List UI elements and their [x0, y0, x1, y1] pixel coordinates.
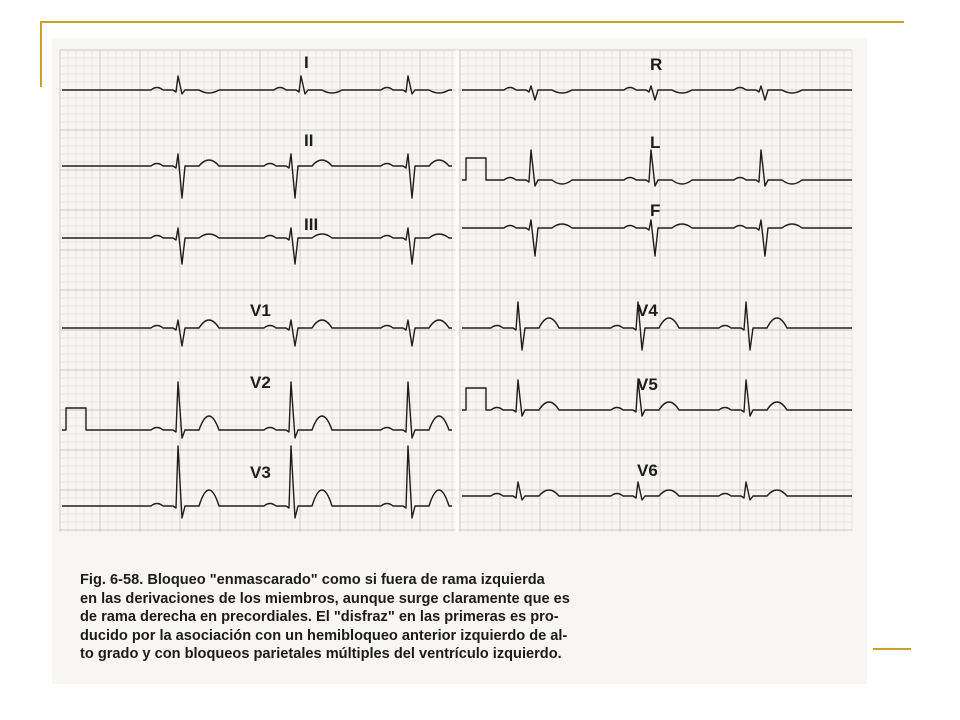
lead-label-f: F: [650, 201, 661, 220]
ecg-trace-iii: [62, 228, 452, 264]
figure-caption: [80, 571, 860, 664]
ecg-trace-l: [462, 150, 852, 186]
ecg-trace-v6: [462, 482, 852, 500]
ecg-trace-i: [62, 76, 452, 94]
lead-label-v1: V1: [250, 301, 271, 320]
caption-fig-label: Fig. 6-58.: [80, 572, 144, 588]
lead-label-ii: II: [304, 131, 314, 150]
lead-label-r: R: [650, 55, 663, 74]
lead-label-v4: V4: [637, 301, 658, 320]
bottom-accent-line: [873, 648, 911, 650]
ecg-trace-ii: [62, 154, 452, 198]
lead-label-v2: V2: [250, 373, 271, 392]
top-accent-line: [40, 21, 904, 23]
caption-line-3: de rama derecha en precordiales. El "disfraz" en las primeras es pro-: [80, 609, 559, 626]
caption-line-2: en las derivaciones de los miembros, aunque surge claramente que es: [80, 590, 570, 607]
ecg-trace-v1: [62, 320, 452, 346]
lead-label-iii: III: [304, 215, 319, 234]
lead-label-v3: V3: [250, 463, 271, 482]
ecg-trace-f: [462, 220, 852, 256]
lead-label-i: I: [304, 53, 309, 72]
caption-line-4: ducido por la asociación con un hemibloqueo anterior izquierdo de al-: [80, 627, 568, 644]
left-accent-line: [40, 21, 42, 87]
ecg-tracing: [52, 38, 867, 538]
lead-label-v5: V5: [637, 375, 658, 394]
ecg-figure: [52, 38, 867, 684]
lead-label-v6: V6: [637, 461, 658, 480]
caption-line-1: Bloqueo "enmascarado" como si fuera de rama izquierda: [147, 572, 545, 588]
caption-line-5: to grado y con bloqueos parietales múltiples del ventrículo izquierdo.: [80, 646, 562, 663]
lead-label-l: L: [650, 133, 661, 152]
